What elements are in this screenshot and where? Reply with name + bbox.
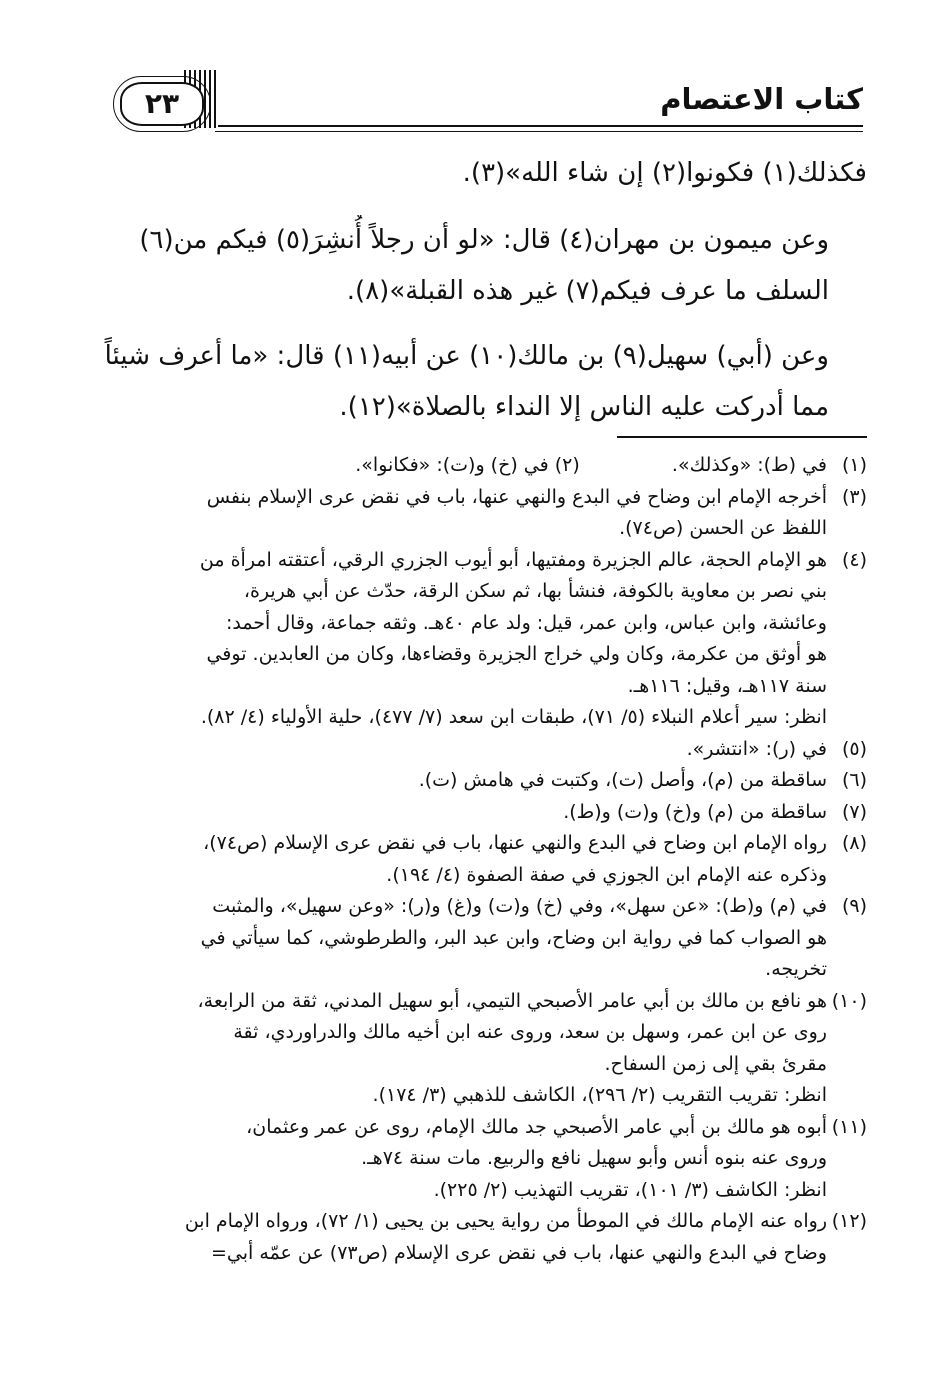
footnote-12 [82, 1206, 867, 1269]
footnote-number: (١٠) [831, 989, 867, 1012]
paragraph-2 [82, 215, 867, 317]
footnote-line: انظر: الكاشف (٣/ ١٠١)، تقريب التهذيب (٢/ ٢٢٥). [433, 1178, 827, 1201]
footnote-number: (٦) [841, 769, 867, 791]
footnote-line: هو أوثق من عكرمة، وكان ولي خراج الجزيرة وقضاءها، وكان من العابدين. توفي [206, 643, 827, 665]
footnote-line: روى عن ابن عمر، وسهل بن سعد، وروى عنه ابن أخيه مالك والدراوردي، ثقة [233, 1021, 827, 1043]
footnote-text: (٢) في (خ) و(ت): «فكانوا». [355, 454, 580, 476]
footnote-line: ساقطة من (م)، وأصل (ت)، وكتبت في هامش (ت). [418, 769, 827, 791]
footnote-4 [82, 545, 867, 734]
footnote-line: بني نصر بن معاوية بالكوفة، فنشأ بها، ثم سكن الرقة، حدّث عن أبي هريرة، [243, 580, 827, 602]
footnote-line: أبوه هو مالك بن أبي عامر الأصبحي جد مالك الإمام، روى عن عمر وعثمان، [246, 1115, 827, 1138]
paragraph-3 [82, 331, 867, 433]
footnote-line: مقرئ بقي إلى زمن السفاح. [604, 1052, 827, 1075]
footnote-number: (٥) [841, 737, 867, 760]
footnote-line: هو الإمام الحجة، عالم الجزيرة ومفتيها، أبو أيوب الجزري الرقي، أعتقته امرأة من [199, 548, 827, 571]
footnote-line: رواه عنه الإمام مالك في الموطأ من رواية يحيى بن يحيى (١/ ٧٢)، ورواه الإمام ابن [184, 1210, 827, 1232]
footnote-number: (١٢) [831, 1210, 867, 1232]
footnote-number: (٤) [841, 548, 867, 571]
footnote-line: في (ر): «انتشر». [686, 737, 827, 760]
footnote-line: ساقطة من (م) و(خ) و(ت) و(ط). [563, 800, 827, 823]
footnote-7 [82, 797, 867, 829]
footnote-separator [617, 436, 867, 438]
paragraph-line: السلف ما عرف فيكم(٧) غير هذه القبلة»(٨). [346, 276, 829, 306]
main-text [82, 148, 867, 433]
paragraph-line: وعن (أبي) سهيل(٩) بن مالك(١٠) عن أبيه(١١) قال: «ما أعرف شيئاً [104, 341, 829, 371]
footnote-number: (٩) [841, 895, 867, 917]
footnote-line: وعائشة، وابن عباس، وابن عمر، قيل: ولد عام ٤٠هـ. وثقه جماعة، وقال أحمد: [225, 611, 827, 634]
footnote-line: وروى عنه بنوه أنس وأبو سهيل نافع والربيع. مات سنة ٧٤هـ. [361, 1147, 827, 1169]
footnotes [82, 450, 867, 1269]
footnote-5 [82, 734, 867, 766]
footnote-11 [82, 1112, 867, 1207]
footnote-3 [82, 482, 867, 545]
footnote-line [82, 450, 827, 482]
footnote-number: (٣) [841, 485, 867, 508]
footnote-line: رواه الإمام ابن وضاح في البدع والنهي عنها، باب في نقض عرى الإسلام (ص٧٤)، [203, 832, 827, 854]
header-rule [215, 125, 863, 132]
footnote-number: (١١) [831, 1115, 867, 1138]
footnote-number: (١) [841, 454, 867, 476]
footnote-10 [82, 986, 867, 1112]
footnote-line: أخرجه الإمام ابن وضاح في البدع والنهي عنها، باب في نقض عرى الإسلام بنفس [206, 485, 827, 508]
footnote-line: وضاح في البدع والنهي عنها، باب في نقض عرى الإسلام (ص٧٣) عن عمّه أبي= [211, 1241, 827, 1264]
footnote-1-2 [82, 450, 867, 482]
paragraph-line: فكذلك(١) فكونوا(٢) إن شاء الله»(٣). [462, 158, 867, 188]
footnote-line: انظر: سير أعلام النبلاء (٥/ ٧١)، طبقات ابن سعد (٧/ ٤٧٧)، حلية الأولياء (٤/ ٨٢). [200, 706, 827, 728]
running-header-title: كتاب الاعتصام [660, 82, 863, 116]
footnote-line: انظر: تقريب التقريب (٢/ ٢٩٦)، الكاشف للذهبي (٣/ ١٧٤). [372, 1084, 827, 1106]
footnote-text: في (ط): «وكذلك». [671, 454, 827, 476]
footnote-line: في (م) و(ط): «عن سهل»، وفي (خ) و(ت) و(غ) و(ر): «وعن سهيل»، والمثبت [212, 895, 827, 917]
footnote-line: هو الصواب كما في رواية ابن وضاح، وابن عبد البر، والطرطوشي، كما سيأتي في [200, 926, 827, 949]
page-number: ٢٣ [120, 82, 204, 126]
footnote-line: وذكره عنه الإمام ابن الجوزي في صفة الصفوة (٤/ ١٩٤). [386, 863, 827, 886]
footnote-number: (٨) [841, 832, 867, 854]
footnote-line: هو نافع بن مالك بن أبي عامر الأصبحي التيمي، أبو سهيل المدني، ثقة من الرابعة، [197, 989, 827, 1012]
footnote-line: سنة ١١٧هـ، وقيل: ١١٦هـ. [627, 674, 827, 697]
footnote-6 [82, 765, 867, 797]
paragraph-1 [82, 148, 867, 199]
paragraph-line: وعن ميمون بن مهران(٤) قال: «لو أن رجلاً أُنشِرَ(٥) فيكم من(٦) [139, 225, 829, 255]
footnote-9 [82, 891, 867, 986]
paragraph-line: مما أدركت عليه الناس إلا النداء بالصلاة»(١٢). [339, 392, 829, 422]
footnote-line: اللفظ عن الحسن (ص٧٤). [619, 517, 827, 539]
footnote-line: تخريجه. [765, 958, 827, 980]
footnote-8 [82, 828, 867, 891]
footnote-number: (٧) [841, 800, 867, 823]
